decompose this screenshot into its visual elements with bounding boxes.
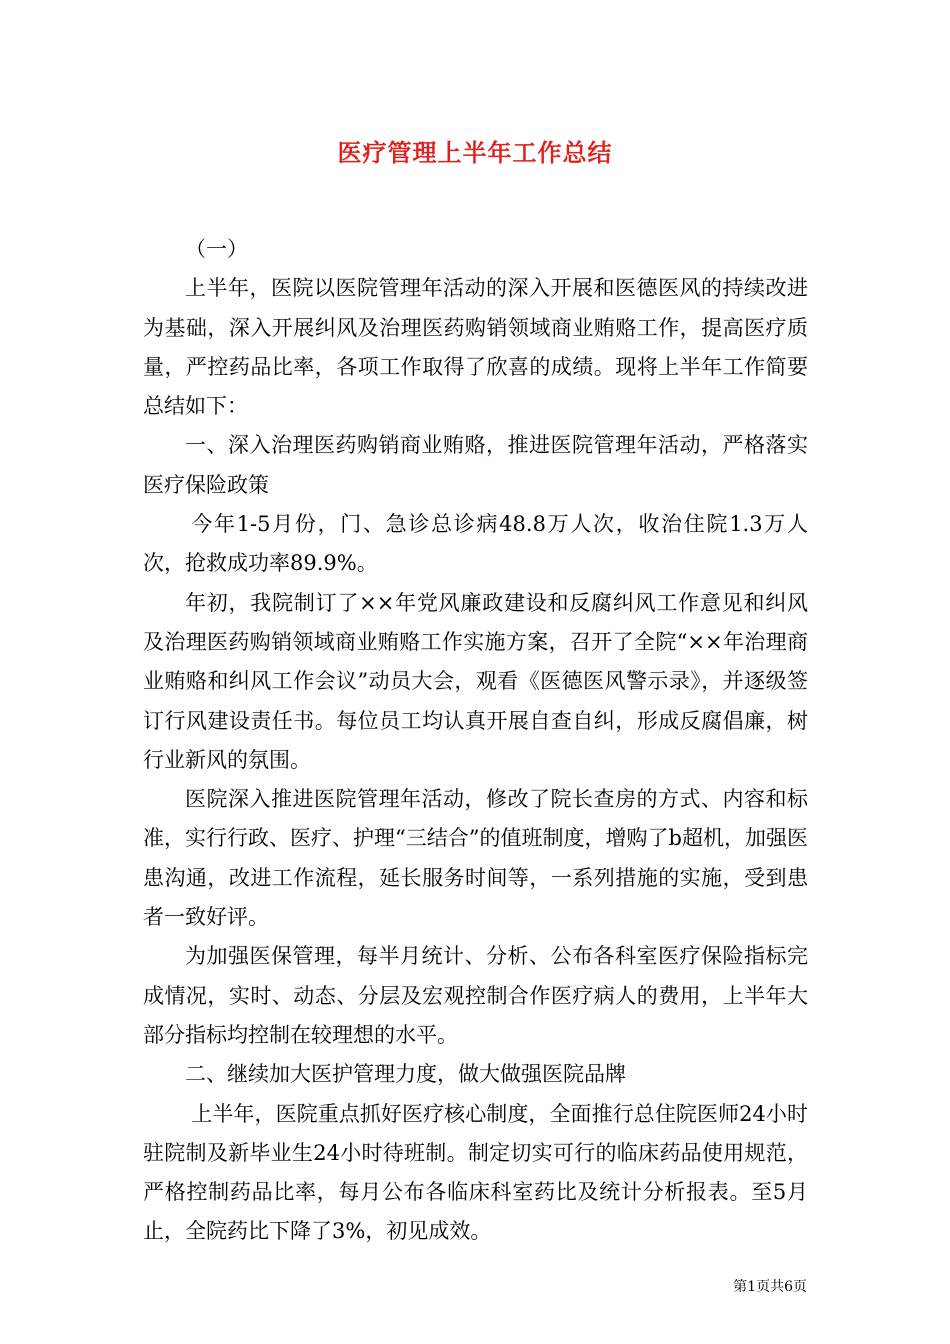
section-marker: （一）: [185, 237, 248, 261]
section-heading: 二、继续加大医护管理力度，做大做强医院品牌: [185, 1062, 626, 1087]
paragraph: 今年1-5月份，门、急诊总诊病48.8万人次，收治住院1.3万人次，抢救成功率89.9%。: [143, 512, 808, 576]
paragraph: 为加强医保管理，每半月统计、分析、公布各科室医疗保险指标完成情况，实时、动态、分层及宏观控制合作医疗病人的费用，上半年大部分指标均控制在较理想的水平。: [143, 944, 808, 1047]
document-body: [143, 230, 808, 1252]
section-heading: 一、深入治理医药购销商业贿赂，推进医院管理年活动，严格落实医疗保险政策: [143, 433, 808, 497]
document-title: 医疗管理上半年工作总结: [337, 138, 613, 167]
paragraph: 上半年，医院以医院管理年活动的深入开展和医德医风的持续改进为基础，深入开展纠风及治理医药购销领域商业贿赂工作，提高医疗质量，严控药品比率，各项工作取得了欣喜的成绩。现将上半年工作简要总结如下：: [143, 276, 808, 419]
paragraph: 医院深入推进医院管理年活动，修改了院长查房的方式、内容和标准，实行行政、医疗、护理“三结合”的值班制度，增购了b超机，加强医患沟通，改进工作流程，延长服务时间等，一系列措施的实施，受到患者一致好评。: [143, 787, 808, 930]
paragraph: 上半年，医院重点抓好医疗核心制度，全面推行总住院医师24小时驻院制及新毕业生24小时待班制。制定切实可行的临床药品使用规范，严格控制药品比率，每月公布各临床科室药比及统计分析报表。至5月止，全院药比下降了3%，初见成效。: [143, 1101, 808, 1244]
paragraph: 年初，我院制订了××年党风廉政建设和反腐纠风工作意见和纠风及治理医药购销领域商业贿赂工作实施方案，召开了全院“××年治理商业贿赂和纠风工作会议”动员大会，观看《医德医风警示录》，并逐级签订行风建设责任书。每位员工均认真开展自查自纠，形成反腐倡廉，树行业新风的氛围。: [143, 590, 808, 772]
page-number: 第1页共6页: [733, 1279, 807, 1295]
